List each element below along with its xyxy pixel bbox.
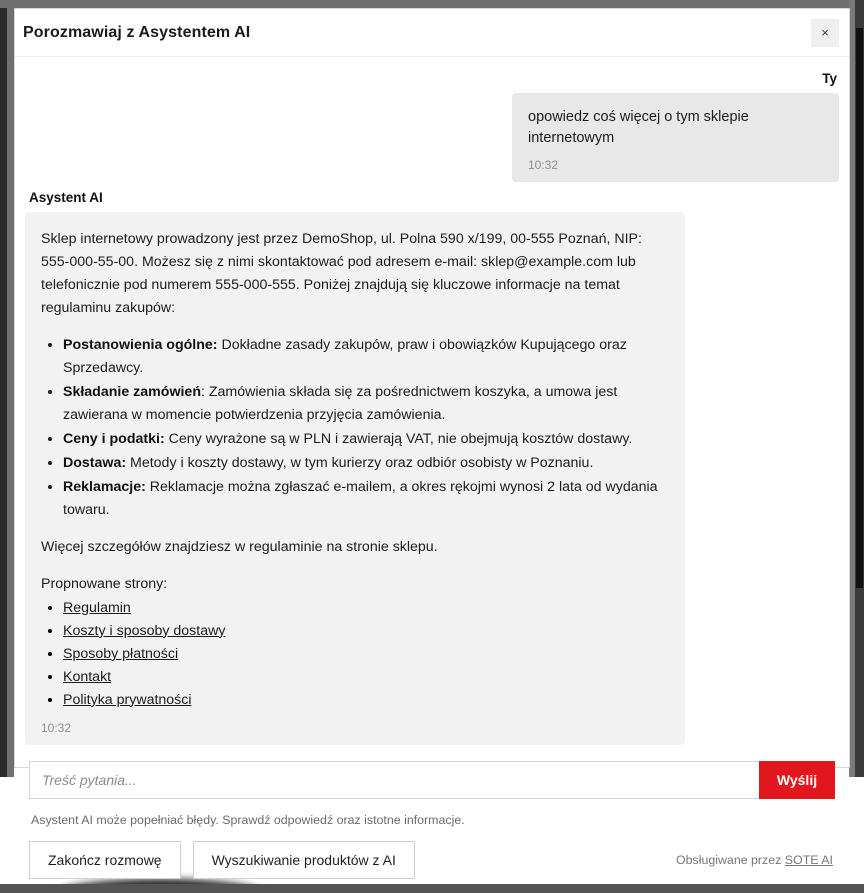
browser-top-chrome [0, 0, 864, 8]
suggested-pages-list [41, 597, 667, 712]
fact-description: Dokładne zasady zakupów, praw i obowiązków Kupującego oraz Sprzedawcy. [63, 337, 627, 377]
suggested-page-link[interactable]: Sposoby płatności [63, 645, 179, 662]
modal-header [15, 9, 849, 57]
fact-term: Ceny i podatki: [63, 431, 165, 448]
fact-item [63, 452, 667, 475]
assistant-message-bubble [25, 212, 685, 745]
modal-footer [15, 827, 849, 879]
ai-disclaimer-text: Asystent AI może popełniać błędy. Sprawdź odpowiedź oraz istotne informacje. [31, 812, 465, 827]
user-role-label: Ty [822, 71, 837, 86]
user-message-text: opowiedz coś więcej o tym sklepie internetowym [528, 109, 749, 147]
suggested-page-link[interactable]: Polityka prywatności [63, 691, 192, 708]
close-icon[interactable]: × [811, 19, 839, 47]
product-search-button[interactable]: Wyszukiwanie produktów z AI [193, 841, 415, 879]
suggested-page-item [63, 620, 667, 643]
assistant-outro-text: Więcej szczegółów znajdziesz w regulaminie na stronie sklepu. [41, 539, 438, 556]
composer [15, 753, 849, 827]
sote-ai-link[interactable]: SOTE AI [784, 852, 833, 867]
fact-term: Reklamacje: [63, 479, 146, 496]
send-button[interactable]: Wyślij [759, 761, 835, 799]
assistant-message-timestamp: 10:32 [41, 720, 72, 735]
end-conversation-button[interactable]: Zakończ rozmowę [29, 841, 181, 879]
fact-item [63, 476, 667, 522]
fact-description: Ceny wyrażone są w PLN i zawierają VAT, nie obejmują kosztów dostawy. [164, 431, 633, 448]
composer-row [29, 761, 835, 799]
browser-bottom-chrome [0, 884, 864, 893]
suggested-page-item [63, 597, 667, 620]
conversation-panel [15, 57, 849, 753]
suggested-page-item [63, 666, 667, 689]
user-message-timestamp: 10:32 [528, 158, 559, 173]
assistant-facts-list [41, 334, 667, 522]
fact-item [63, 381, 667, 427]
fact-term: Składanie zamówień [63, 384, 201, 401]
assistant-intro-text: Sklep internetowy prowadzony jest przez DemoShop, ul. Polna 590 x/199, 00-555 Poznań, NIP: 555-000-55-00. Możesz się z nimi skontaktować pod adresem e-mail: sklep@example.com lub telefonicznie pod numerem 555-000-555. Poniżej znajdują się kluczowe informacje na temat regulaminu zakupów: [41, 231, 642, 317]
suggested-pages-title: Propnowane strony: [41, 576, 168, 593]
fact-item [63, 428, 667, 451]
assistant-message-block [25, 190, 839, 745]
suggested-page-link[interactable]: Regulamin [63, 599, 131, 616]
fact-description: Metody i koszty dostawy, w tym kurierzy oraz odbiór osobisty w Poznaniu. [126, 455, 594, 472]
user-message-block [25, 71, 839, 182]
fact-term: Dostawa: [63, 455, 127, 472]
browser-left-edge-gray [7, 8, 14, 777]
question-input[interactable] [29, 761, 759, 799]
modal-title: Porozmawiaj z Asystentem AI [23, 23, 251, 41]
ai-assistant-modal [14, 8, 850, 868]
suggested-page-link[interactable]: Kontakt [63, 668, 112, 685]
suggested-page-link[interactable]: Koszty i sposoby dostawy [63, 622, 226, 639]
fact-item [63, 334, 667, 380]
suggested-page-item [63, 643, 667, 666]
suggested-page-item [63, 689, 667, 712]
fact-description: : Zamówienia składa się za pośrednictwem koszyka, a umowa jest zawierana w momencie potwierdzenia przyjęcia zamówienia. [63, 384, 618, 424]
fact-term: Postanowienia ogólne: [63, 337, 218, 354]
page-scrollbar-thumb[interactable] [856, 28, 863, 588]
powered-by-prefix: Obsługiwane przez [675, 852, 785, 867]
fact-description: Reklamacje można zgłaszać e-mailem, a okres rękojmi wynosi 2 lata od wydania towaru. [63, 479, 658, 519]
browser-left-edge-dark [0, 8, 7, 777]
powered-by-note [676, 853, 833, 867]
assistant-role-label: Asystent AI [29, 190, 103, 206]
user-message-bubble [512, 93, 839, 182]
